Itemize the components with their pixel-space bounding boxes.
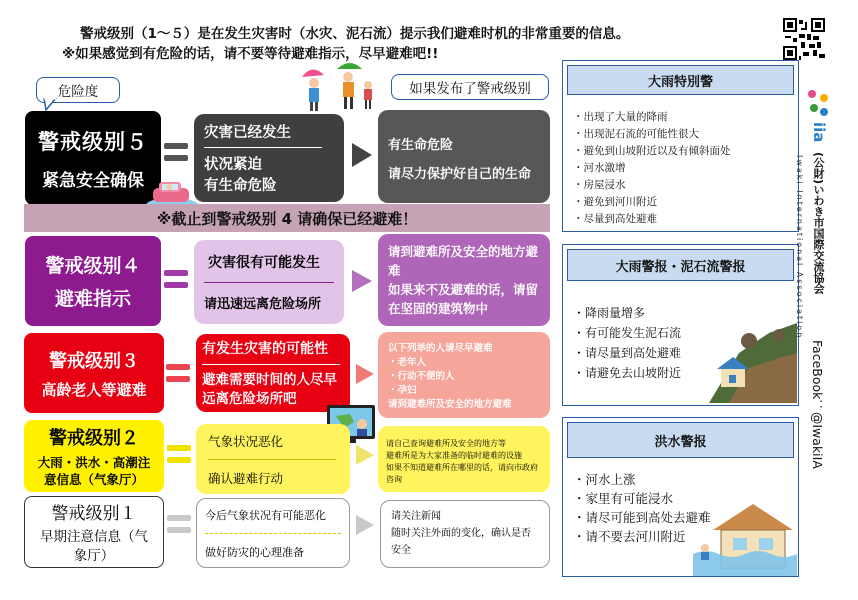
bubble-tail-icon bbox=[40, 98, 60, 112]
list-item: ・ 房屋浸水 bbox=[573, 177, 798, 194]
iia-logo-text: iia bbox=[810, 122, 828, 143]
level-2-mid-line: 气象状况恶化 bbox=[208, 433, 284, 449]
level-2-right bbox=[378, 426, 550, 492]
level-3-subtitle: 高龄老人等避难 bbox=[41, 380, 147, 399]
danger-degree-label: 危险度 bbox=[36, 77, 120, 103]
if-issued-label: 如果发布了警戒级别 bbox=[391, 74, 549, 100]
panel-list bbox=[563, 99, 798, 228]
equals-icon bbox=[167, 515, 191, 537]
level-4-title: 警戒级别４ bbox=[45, 255, 141, 277]
panel-heavy-rain-special bbox=[562, 60, 799, 232]
level-5-box bbox=[25, 111, 161, 205]
level-2-title: 警戒级别２ bbox=[49, 428, 139, 449]
level-2-box bbox=[24, 420, 164, 492]
level-1-title: 警戒级别１ bbox=[51, 503, 137, 524]
divider bbox=[204, 147, 322, 148]
rain-walkers-illustration bbox=[292, 55, 384, 113]
arrow-right-icon bbox=[356, 515, 374, 535]
list-item: ・ 避免到山坡附近以及有倾斜面处 bbox=[573, 143, 798, 160]
landslide-house-illustration bbox=[709, 313, 797, 403]
level-2-right-line: 请自己查询避难所及安全的地方等 bbox=[386, 439, 506, 448]
panel-heavy-rain-landslide bbox=[562, 244, 799, 406]
list-item: ・ 出现了大量的降雨 bbox=[573, 109, 798, 126]
level-5-mid bbox=[194, 114, 344, 202]
level-5-subtitle: 紧急安全确保 bbox=[42, 170, 144, 191]
level-3-right-line: 请到避难所及安全的地方避难 bbox=[388, 399, 512, 410]
level-5-title: 警戒级别５ bbox=[38, 129, 148, 154]
level-5-mid-line: 状况紧迫 bbox=[204, 157, 262, 173]
list-item: ・ 降雨量增多 bbox=[573, 303, 798, 323]
level-2-subtitle: 大雨・洪水・高潮注意信息（气象厅） bbox=[37, 455, 151, 487]
level-3-right-line: ・老年人 bbox=[388, 357, 427, 368]
list-item: ・ 尽量到高处避难 bbox=[573, 211, 798, 228]
panel-title: 洪水警报 bbox=[567, 422, 794, 458]
qr-code-icon bbox=[783, 18, 825, 60]
equals-icon bbox=[164, 143, 188, 165]
level-1-mid bbox=[196, 498, 350, 568]
level-2-right-line: 避难所是为大家准备的临时避难的设施 bbox=[386, 451, 522, 460]
panel-flood-warning bbox=[562, 417, 799, 577]
divider bbox=[202, 364, 340, 365]
list-item: ・ 请不要去河川附近 bbox=[573, 527, 798, 546]
level-5-mid-line: 灾害已经发生 bbox=[204, 125, 291, 141]
level-2-right-line: 如果不知道避难所在哪里的话，请向市政府咨询 bbox=[386, 463, 538, 484]
arrow-right-icon bbox=[356, 445, 374, 465]
level-1-mid-line: 做好防灾的心理准备 bbox=[205, 545, 304, 559]
level-3-right-line: ・行动不便的人 bbox=[388, 371, 455, 382]
level-4-mid-line: 灾害很有可能发生 bbox=[208, 255, 320, 271]
level-4-mid bbox=[194, 240, 344, 324]
level-3-mid bbox=[196, 334, 350, 412]
level-4-right-line: 请到避难所及安全的地方避难 bbox=[388, 244, 539, 278]
level-1-right-line: 随时关注外面的变化，确认是否安全 bbox=[391, 528, 531, 556]
panel-title: 大雨特別警 bbox=[567, 65, 794, 95]
list-item: ・ 有可能发生泥石流 bbox=[573, 323, 798, 343]
level-1-mid-line: 今后气象状况有可能恶化 bbox=[205, 508, 326, 522]
level-1-subtitle: 早期注意信息（气象厅） bbox=[40, 528, 148, 564]
list-item: ・ 请尽可能到高处去避难 bbox=[573, 508, 798, 527]
flooded-house-illustration bbox=[693, 496, 797, 576]
level-1-right bbox=[380, 500, 550, 568]
equals-icon bbox=[166, 364, 190, 386]
list-item: ・ 家里有可能浸水 bbox=[573, 489, 798, 508]
org-name: (公財)いわき市国際交流協会 bbox=[812, 152, 825, 295]
level-3-right bbox=[378, 332, 550, 418]
arrow-right-icon bbox=[352, 270, 372, 292]
divider bbox=[204, 282, 334, 283]
list-item: ・ 河水激增 bbox=[573, 160, 798, 177]
list-item: ・ 请尽量到高处避难 bbox=[573, 343, 798, 363]
level-2-mid-line: 确认避难行动 bbox=[208, 470, 284, 486]
level-3-box bbox=[24, 333, 164, 413]
level-3-right-line: ・孕妇 bbox=[388, 385, 417, 396]
list-item: ・ 请避免去山坡附近 bbox=[573, 363, 798, 383]
level-3-mid-line: 避难需要时间的人尽早远离危险场所吧 bbox=[202, 371, 337, 407]
level-5-right bbox=[378, 110, 550, 203]
list-item: ・ 避免到河川附近 bbox=[573, 194, 798, 211]
level-3-mid-line: 有发生灾害的可能性 bbox=[202, 340, 328, 357]
equals-icon bbox=[164, 270, 188, 292]
level-4-box bbox=[25, 236, 161, 326]
level-1-box bbox=[24, 496, 164, 568]
arrow-right-icon bbox=[356, 364, 374, 384]
level-3-title: 警戒级别３ bbox=[49, 350, 139, 372]
equals-icon bbox=[167, 445, 191, 467]
level-4-mid-line: 请迅速远离危险场所 bbox=[204, 297, 322, 312]
level-1-right-line: 请关注新闻 bbox=[391, 511, 441, 522]
level-2-mid bbox=[196, 424, 350, 494]
divider bbox=[208, 459, 336, 460]
header-line-2: ※如果感觉到有危险的话，请不要等待避难指示，尽早避难吧!! bbox=[62, 46, 439, 62]
level-4-right-line: 如果来不及避难的话，请留在坚固的建筑物中 bbox=[388, 282, 539, 316]
level-5-right-line: 请尽力保护好自己的生命 bbox=[388, 167, 532, 182]
list-item: ・ 出现泥石流的可能性很大 bbox=[573, 126, 798, 143]
level-5-right-line: 有生命危险 bbox=[388, 138, 454, 153]
warning-banner: ※截止到警戒级别 4 请确保已经避难！ bbox=[24, 204, 550, 232]
level-3-right-line: 以下列举的人请尽早避难 bbox=[388, 343, 493, 354]
panel-title: 大雨警报・泥石流警报 bbox=[567, 249, 794, 281]
header-line-1: 警戒级别（1～５）是在发生灾害时（水灾、泥石流）提示我们避难时机的非常重要的信息。 bbox=[80, 26, 630, 42]
level-4-subtitle: 避难指示 bbox=[54, 288, 131, 310]
iia-logo-icon bbox=[808, 90, 830, 150]
arrow-right-icon bbox=[352, 143, 372, 167]
level-5-mid-line: 有生命危险 bbox=[204, 178, 277, 194]
list-item: ・ 河水上涨 bbox=[573, 470, 798, 489]
level-4-right bbox=[378, 234, 550, 326]
facebook-handle[interactable]: FaceBook：@IwakiIA bbox=[810, 340, 825, 469]
divider bbox=[205, 533, 341, 534]
org-name-en: Iwaki International Association bbox=[795, 155, 804, 340]
